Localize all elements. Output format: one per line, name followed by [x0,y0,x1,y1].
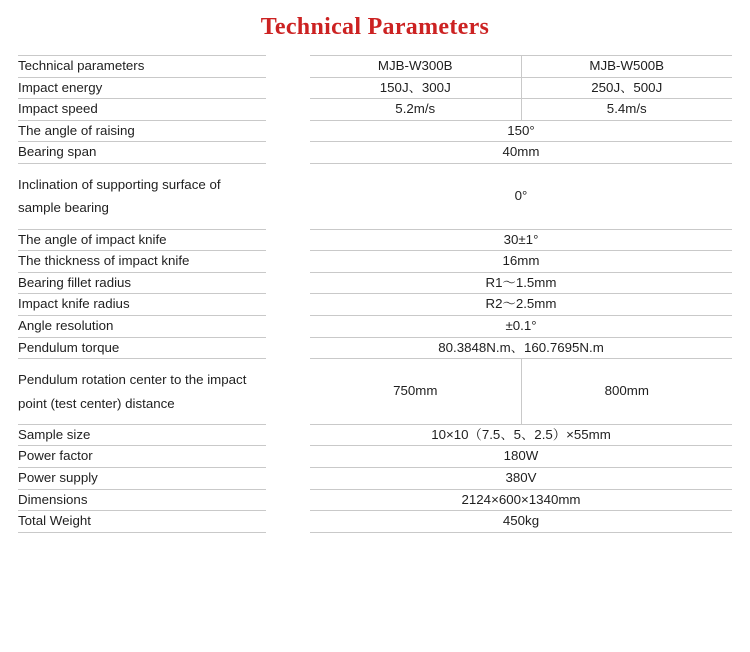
row-label: Dimensions [18,489,266,511]
row-value-model-b: 250J、500J [521,77,732,99]
column-gap [266,446,310,468]
row-label: Bearing fillet radius [18,272,266,294]
table-row [18,77,732,99]
row-label: Total Weight [18,511,266,533]
row-value-model-a: 750mm [310,359,521,425]
column-gap [266,337,310,359]
table-row [18,272,732,294]
row-value-shared: 150° [310,120,732,142]
row-label: Pendulum torque [18,337,266,359]
row-value-shared: 0° [310,164,732,230]
row-value-model-b: MJB-W500B [521,56,732,78]
column-gap [266,316,310,338]
table-row [18,316,732,338]
column-gap [266,56,310,78]
table-row [18,359,732,425]
row-value-model-a: 5.2m/s [310,99,521,121]
table-row [18,511,732,533]
row-label: The angle of impact knife [18,229,266,251]
column-gap [266,511,310,533]
column-gap [266,142,310,164]
technical-parameters-table [18,55,732,533]
table-row [18,99,732,121]
column-gap [266,489,310,511]
row-value-shared: 16mm [310,251,732,273]
table-row [18,446,732,468]
column-gap [266,77,310,99]
column-gap [266,99,310,121]
table-row [18,337,732,359]
row-value-model-b: 5.4m/s [521,99,732,121]
row-label: Angle resolution [18,316,266,338]
row-label: Bearing span [18,142,266,164]
row-label: Power supply [18,467,266,489]
column-gap [266,359,310,425]
row-value-model-a: 150J、300J [310,77,521,99]
row-value-shared: 450kg [310,511,732,533]
column-gap [266,424,310,446]
row-value-shared: 30±1° [310,229,732,251]
row-label: Impact speed [18,99,266,121]
column-gap [266,120,310,142]
table-row [18,424,732,446]
column-gap [266,272,310,294]
row-label: Pendulum rotation center to the impact point (test center) distance [18,359,266,425]
column-gap [266,251,310,273]
table-body [18,56,732,533]
row-label: The thickness of impact knife [18,251,266,273]
row-label: Impact knife radius [18,294,266,316]
table-row [18,489,732,511]
row-value-shared: 380V [310,467,732,489]
row-value-shared: 180W [310,446,732,468]
row-label: Technical parameters [18,56,266,78]
row-value-shared: ±0.1° [310,316,732,338]
column-gap [266,294,310,316]
row-label: Inclination of supporting surface of sample bearing [18,164,266,230]
column-gap [266,164,310,230]
row-value-shared: R2～2.5mm [310,294,732,316]
column-gap [266,467,310,489]
table-row [18,229,732,251]
row-value-shared: R1～1.5mm [310,272,732,294]
table-row [18,120,732,142]
table-row [18,142,732,164]
table-row [18,251,732,273]
row-label: Impact energy [18,77,266,99]
row-value-shared: 40mm [310,142,732,164]
row-label: Sample size [18,424,266,446]
row-label: The angle of raising [18,120,266,142]
row-value-shared: 2124×600×1340mm [310,489,732,511]
table-row [18,294,732,316]
table-row [18,164,732,230]
table-row [18,467,732,489]
row-label: Power factor [18,446,266,468]
row-value-shared: 10×10（7.5、5、2.5）×55mm [310,424,732,446]
row-value-shared: 80.3848N.m、160.7695N.m [310,337,732,359]
table-row [18,56,732,78]
column-gap [266,229,310,251]
row-value-model-b: 800mm [521,359,732,425]
row-value-model-a: MJB-W300B [310,56,521,78]
page-title: Technical Parameters [260,14,490,40]
